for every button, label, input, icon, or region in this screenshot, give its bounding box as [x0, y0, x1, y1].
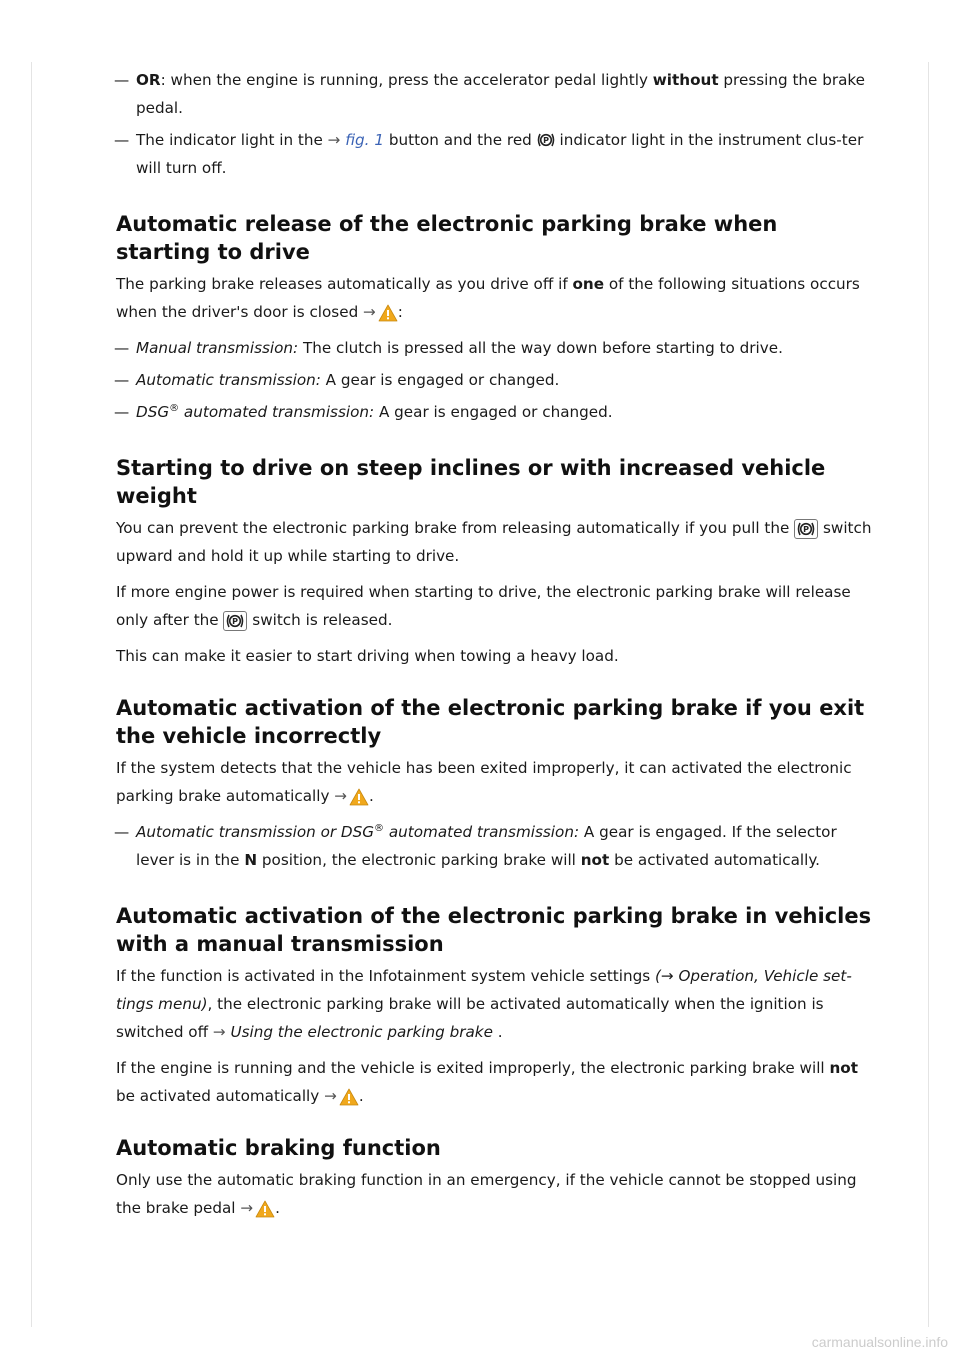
- svg-text:P: P: [803, 525, 810, 534]
- parking-brake-icon: [537, 132, 555, 148]
- warning-triangle-icon[interactable]: [255, 1200, 275, 1218]
- svg-text:P: P: [542, 136, 549, 145]
- paragraph: Only use the automatic braking function in an emergency, if the vehicle cannot be stopped using the brake pedal → .: [116, 1171, 857, 1217]
- svg-text:P: P: [232, 617, 239, 626]
- section-heading-steep-inclines: Starting to drive on steep inclines or with increased vehicle weight: [116, 456, 826, 508]
- list-item-indicator: — The indicator light in the → fig. 1 button and the red P indicator light in the instrument clus-ter will turn off.: [116, 126, 876, 182]
- operation-settings-link[interactable]: (→ Operation, Vehicle set-tings menu): [116, 967, 852, 1013]
- warning-triangle-icon[interactable]: [349, 788, 369, 806]
- arrow-right-icon: →: [363, 303, 376, 321]
- electronic-brake-link[interactable]: Using the electronic parking brake: [230, 1023, 493, 1041]
- fig-link[interactable]: fig. 1: [345, 131, 385, 149]
- list-dash: —: [114, 823, 130, 841]
- right-margin-line: [928, 62, 929, 1327]
- warning-triangle-icon[interactable]: [339, 1088, 359, 1106]
- paragraph: If the engine is running and the vehicle is exited improperly, the electronic parking brake will not be activated automatically → .: [116, 1059, 858, 1105]
- paragraph: The parking brake releases automatically as you drive off if one of the following situations occurs when the driver's door is closed → :: [116, 275, 860, 321]
- paragraph: If the system detects that the vehicle has been exited improperly, it can activated the electronic parking brake automatically → .: [116, 759, 852, 805]
- paragraph: You can prevent the electronic parking brake from releasing automatically if you pull the P switch upward and hold it up while starting to drive.: [116, 519, 872, 565]
- without-label: without: [652, 71, 719, 89]
- list-dash: —: [114, 131, 130, 149]
- list-dash: —: [114, 71, 130, 89]
- manual-page: [116, 66, 876, 1230]
- section-heading-auto-release: Automatic release of the electronic parking brake when starting to drive: [116, 212, 778, 264]
- list-item-automatic: — Automatic transmission: A gear is engaged or changed.: [116, 366, 876, 394]
- section-heading-automatic-braking: Automatic braking function: [116, 1136, 441, 1160]
- list-dash: —: [114, 339, 130, 357]
- parking-brake-switch-icon: [223, 611, 247, 631]
- arrow-right-icon: →: [240, 1199, 254, 1217]
- list-dash: —: [114, 371, 130, 389]
- section-heading-exit-incorrectly: Automatic activation of the electronic parking brake if you exit the vehicle incorrectly: [116, 696, 865, 748]
- arrow-right-icon: →: [334, 787, 348, 805]
- list-item-manual: — Manual transmission: The clutch is pressed all the way down before starting to drive.: [116, 334, 876, 362]
- paragraph: If more engine power is required when starting to drive, the electronic parking brake will release only after the P switch is released.: [116, 583, 851, 629]
- arrow-right-icon: →: [212, 1023, 226, 1041]
- paragraph: If the function is activated in the Infotainment system vehicle settings (→ Operation, Vehicle set-tings menu), the electronic parking brake will be activated automatically when the ignition is switched off → Using the electronic parking brake .: [116, 967, 852, 1041]
- list-dash: —: [114, 403, 130, 421]
- left-margin-line: [31, 62, 32, 1327]
- list-item-or: — OR: when the engine is running, press the accelerator pedal lightly without pressing the brake pedal.: [116, 66, 876, 122]
- parking-brake-switch-icon: [794, 519, 818, 539]
- arrow-right-icon: →: [324, 1087, 337, 1105]
- list-item-dsg: — DSG® automated transmission: A gear is engaged or changed.: [116, 398, 876, 426]
- warning-triangle-icon[interactable]: [378, 304, 398, 322]
- section-heading-manual-transmission: Automatic activation of the electronic parking brake in vehicles with a manual transmission: [116, 904, 872, 956]
- watermark-footer: carmanualsonline.info: [811, 1334, 948, 1350]
- or-label: OR: [136, 71, 161, 89]
- arrow-right-icon: →: [327, 131, 341, 149]
- list-item-selector: — Automatic transmission or DSG® automated transmission: A gear is engaged. If the selector lever is in the N position, the electronic parking brake will not be activated automatically.: [116, 818, 876, 874]
- paragraph: This can make it easier to start driving when towing a heavy load.: [116, 647, 619, 665]
